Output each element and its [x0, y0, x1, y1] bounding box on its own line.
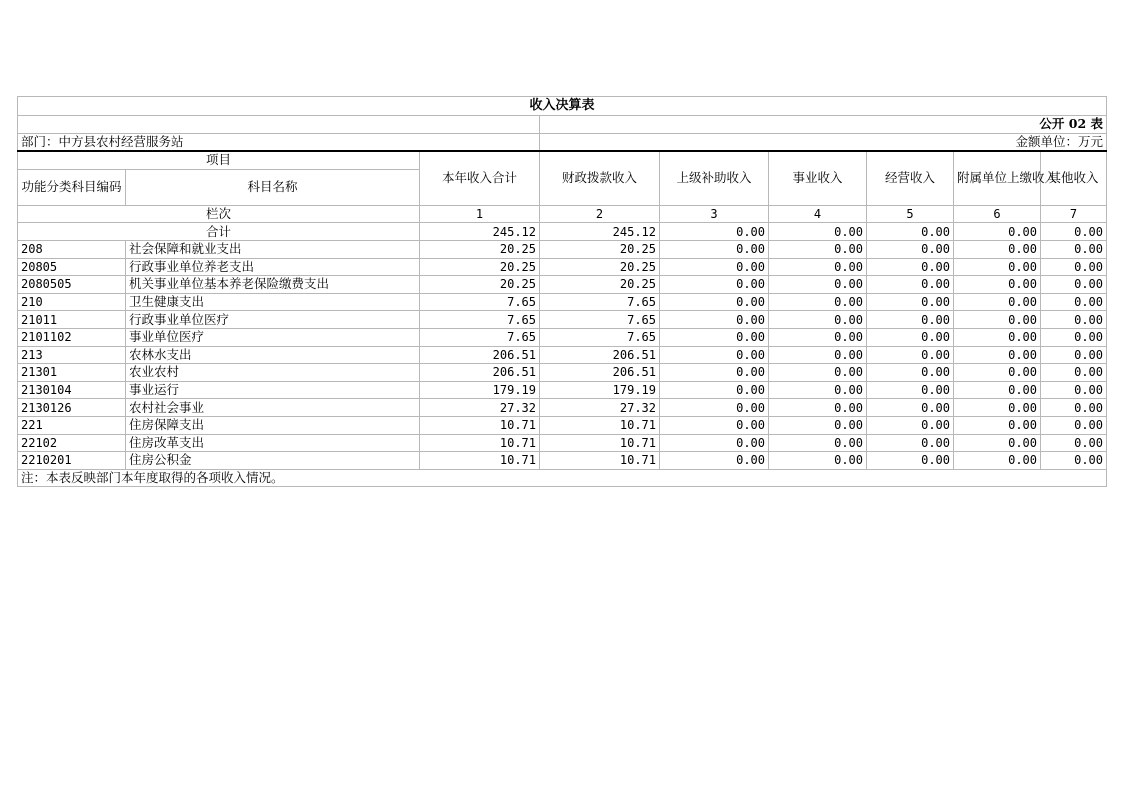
- row-value: 10.71: [420, 416, 540, 434]
- row-value: 0.00: [769, 328, 867, 346]
- row-value: 10.71: [540, 416, 660, 434]
- row-subject-name: 行政事业单位医疗: [126, 311, 420, 329]
- row-value: 20.25: [540, 240, 660, 258]
- row-value: 0.00: [954, 276, 1041, 294]
- row-subject-name: 卫生健康支出: [126, 293, 420, 311]
- total-value: 0.00: [769, 223, 867, 241]
- index-col-2: 2: [540, 205, 660, 223]
- row-value: 7.65: [540, 311, 660, 329]
- row-subject-name: 住房保障支出: [126, 416, 420, 434]
- index-col-5: 5: [867, 205, 954, 223]
- row-value: 0.00: [660, 346, 769, 364]
- total-value: 245.12: [540, 223, 660, 241]
- table-row: [18, 434, 1107, 452]
- row-subject-name: 行政事业单位养老支出: [126, 258, 420, 276]
- row-subject-name: 事业单位医疗: [126, 328, 420, 346]
- row-subject-name: 农业农村: [126, 364, 420, 382]
- table-row: [18, 452, 1107, 470]
- index-label: 栏次: [18, 205, 420, 223]
- row-value: 0.00: [660, 240, 769, 258]
- row-value: 0.00: [769, 293, 867, 311]
- index-row: [18, 205, 1107, 223]
- header-row-1: [18, 151, 1107, 169]
- row-value: 0.00: [954, 364, 1041, 382]
- row-value: 0.00: [769, 240, 867, 258]
- row-value: 0.00: [1041, 381, 1107, 399]
- row-value: 0.00: [660, 258, 769, 276]
- index-col-1: 1: [420, 205, 540, 223]
- table-row: [18, 416, 1107, 434]
- row-value: 7.65: [540, 293, 660, 311]
- row-value: 20.25: [420, 240, 540, 258]
- row-subject-name: 农村社会事业: [126, 399, 420, 417]
- total-row: [18, 223, 1107, 241]
- row-func-code: 2130126: [18, 399, 126, 417]
- table-row: [18, 364, 1107, 382]
- row-value: 0.00: [954, 240, 1041, 258]
- row-value: 206.51: [420, 346, 540, 364]
- row-value: 7.65: [420, 311, 540, 329]
- header-business: 事业收入: [769, 151, 867, 205]
- header-total-income: 本年收入合计: [420, 151, 540, 205]
- index-col-4: 4: [769, 205, 867, 223]
- table-row: [18, 311, 1107, 329]
- row-value: 0.00: [954, 381, 1041, 399]
- row-value: 0.00: [867, 293, 954, 311]
- table-row: [18, 381, 1107, 399]
- row-func-code: 2101102: [18, 328, 126, 346]
- total-value: 245.12: [420, 223, 540, 241]
- row-value: 0.00: [769, 399, 867, 417]
- row-func-code: 21011: [18, 311, 126, 329]
- row-func-code: 21301: [18, 364, 126, 382]
- row-value: 0.00: [1041, 434, 1107, 452]
- row-value: 0.00: [769, 452, 867, 470]
- row-value: 0.00: [769, 434, 867, 452]
- row-value: 0.00: [867, 328, 954, 346]
- title-row: [18, 97, 1107, 116]
- row-value: 0.00: [1041, 416, 1107, 434]
- row-value: 0.00: [769, 311, 867, 329]
- table-row: [18, 293, 1107, 311]
- row-value: 206.51: [540, 346, 660, 364]
- code-row: [18, 116, 1107, 134]
- table-row: [18, 346, 1107, 364]
- row-value: 0.00: [954, 258, 1041, 276]
- row-value: 0.00: [660, 416, 769, 434]
- row-value: 0.00: [1041, 240, 1107, 258]
- row-value: 0.00: [867, 364, 954, 382]
- table-row: [18, 399, 1107, 417]
- row-value: 206.51: [420, 364, 540, 382]
- row-value: 0.00: [954, 293, 1041, 311]
- row-value: 20.25: [420, 276, 540, 294]
- row-value: 179.19: [540, 381, 660, 399]
- row-subject-name: 社会保障和就业支出: [126, 240, 420, 258]
- row-value: 0.00: [660, 399, 769, 417]
- index-col-3: 3: [660, 205, 769, 223]
- row-value: 0.00: [867, 399, 954, 417]
- row-value: 0.00: [769, 258, 867, 276]
- row-subject-name: 住房改革支出: [126, 434, 420, 452]
- total-value: 0.00: [954, 223, 1041, 241]
- row-value: 0.00: [660, 452, 769, 470]
- total-value: 0.00: [1041, 223, 1107, 241]
- row-value: 179.19: [420, 381, 540, 399]
- row-value: 0.00: [867, 452, 954, 470]
- row-value: 0.00: [660, 311, 769, 329]
- row-value: 10.71: [540, 434, 660, 452]
- row-value: 0.00: [769, 381, 867, 399]
- total-value: 0.00: [660, 223, 769, 241]
- row-value: 0.00: [1041, 399, 1107, 417]
- row-value: 0.00: [1041, 364, 1107, 382]
- header-subject-name: 科目名称: [126, 169, 420, 205]
- row-value: 0.00: [660, 364, 769, 382]
- header-operating: 经营收入: [867, 151, 954, 205]
- row-value: 0.00: [954, 311, 1041, 329]
- row-value: 0.00: [769, 364, 867, 382]
- row-value: 10.71: [420, 452, 540, 470]
- row-value: 20.25: [540, 276, 660, 294]
- row-value: 7.65: [420, 293, 540, 311]
- row-subject-name: 事业运行: [126, 381, 420, 399]
- row-value: 0.00: [660, 276, 769, 294]
- row-value: 0.00: [867, 311, 954, 329]
- header-affiliated: 附属单位上缴收入: [954, 151, 1041, 205]
- row-value: 10.71: [540, 452, 660, 470]
- row-value: 0.00: [867, 416, 954, 434]
- dept-row: [18, 133, 1107, 151]
- row-value: 7.65: [540, 328, 660, 346]
- row-value: 7.65: [420, 328, 540, 346]
- row-value: 0.00: [867, 381, 954, 399]
- table-row: [18, 276, 1107, 294]
- row-subject-name: 机关事业单位基本养老保险缴费支出: [126, 276, 420, 294]
- header-fiscal: 财政拨款收入: [540, 151, 660, 205]
- note-row: [18, 469, 1107, 487]
- row-func-code: 2130104: [18, 381, 126, 399]
- row-value: 0.00: [867, 346, 954, 364]
- row-value: 0.00: [1041, 346, 1107, 364]
- report-sheet: [17, 96, 1106, 487]
- row-subject-name: 农林水支出: [126, 346, 420, 364]
- row-value: 27.32: [540, 399, 660, 417]
- table-note: 注：本表反映部门本年度取得的各项收入情况。: [18, 469, 1107, 487]
- row-value: 0.00: [1041, 258, 1107, 276]
- row-value: 0.00: [1041, 452, 1107, 470]
- row-value: 0.00: [660, 381, 769, 399]
- row-value: 27.32: [420, 399, 540, 417]
- header-item: 项目: [18, 151, 420, 169]
- row-value: 0.00: [769, 276, 867, 294]
- row-func-code: 2080505: [18, 276, 126, 294]
- table-row: [18, 328, 1107, 346]
- row-value: 0.00: [1041, 293, 1107, 311]
- row-value: 0.00: [1041, 328, 1107, 346]
- row-value: 0.00: [954, 328, 1041, 346]
- row-value: 0.00: [867, 276, 954, 294]
- row-value: 0.00: [660, 328, 769, 346]
- row-value: 206.51: [540, 364, 660, 382]
- row-func-code: 210: [18, 293, 126, 311]
- row-value: 0.00: [867, 434, 954, 452]
- row-func-code: 22102: [18, 434, 126, 452]
- income-report-table: [17, 96, 1107, 487]
- row-func-code: 208: [18, 240, 126, 258]
- row-value: 20.25: [420, 258, 540, 276]
- table-row: [18, 240, 1107, 258]
- row-value: 0.00: [769, 416, 867, 434]
- row-value: 0.00: [954, 434, 1041, 452]
- row-value: 0.00: [1041, 311, 1107, 329]
- row-func-code: 221: [18, 416, 126, 434]
- row-value: 20.25: [540, 258, 660, 276]
- table-row: [18, 258, 1107, 276]
- header-other: 其他收入: [1041, 151, 1107, 205]
- report-title: 收入决算表: [18, 97, 1107, 116]
- row-subject-name: 住房公积金: [126, 452, 420, 470]
- row-value: 0.00: [1041, 276, 1107, 294]
- row-value: 0.00: [867, 240, 954, 258]
- row-value: 0.00: [954, 399, 1041, 417]
- row-value: 10.71: [420, 434, 540, 452]
- report-code: 公开 02 表: [540, 116, 1107, 134]
- row-value: 0.00: [769, 346, 867, 364]
- row-func-code: 213: [18, 346, 126, 364]
- header-superior: 上级补助收入: [660, 151, 769, 205]
- row-value: 0.00: [660, 293, 769, 311]
- header-func-code: 功能分类科目编码: [18, 169, 126, 205]
- row-value: 0.00: [954, 452, 1041, 470]
- row-func-code: 2210201: [18, 452, 126, 470]
- index-col-7: 7: [1041, 205, 1107, 223]
- row-value: 0.00: [954, 416, 1041, 434]
- code-row-blank: [18, 116, 540, 134]
- amount-unit-label: 金额单位：万元: [540, 133, 1107, 151]
- row-value: 0.00: [954, 346, 1041, 364]
- row-value: 0.00: [867, 258, 954, 276]
- row-value: 0.00: [660, 434, 769, 452]
- total-value: 0.00: [867, 223, 954, 241]
- index-col-6: 6: [954, 205, 1041, 223]
- total-label: 合计: [18, 223, 420, 241]
- row-func-code: 20805: [18, 258, 126, 276]
- department-label: 部门：中方县农村经营服务站: [18, 133, 540, 151]
